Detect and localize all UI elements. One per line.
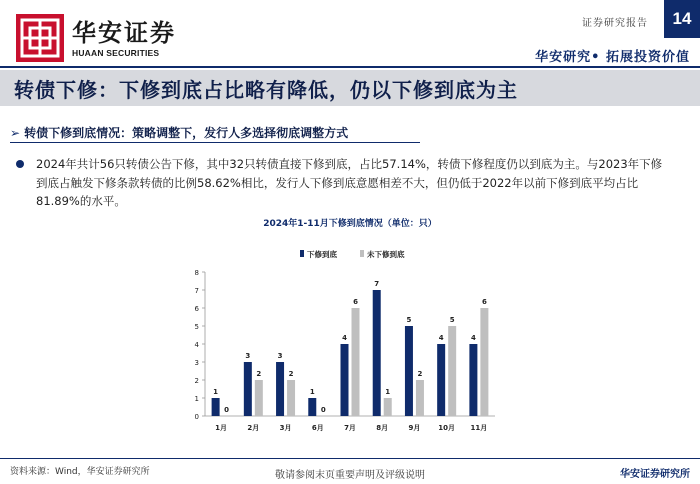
body-paragraph: 2024年共计56只转债公告下修，其中32只转债直接下修到底，占比57.14%，转债下修程度仍以到底为主。与2023年下修到底占触发下修条款转债的比例58.62%相比，发行人下修到底意愿相差不大，但仍低于2022年以前下修到底平均占比81.89%的水平。: [36, 157, 663, 208]
legend-label-2: 未下修到底: [367, 250, 405, 259]
bar-not-down-to-bottom: [384, 398, 392, 416]
bar-down-to-bottom: [308, 398, 316, 416]
y-tick-label: 1: [194, 395, 199, 403]
bar-down-to-bottom: [212, 398, 220, 416]
bar-value-label: 0: [320, 406, 326, 414]
bar-not-down-to-bottom: [480, 308, 488, 416]
subhead-text: 转债下修到底情况：策略调整下，发行人多选择彻底调整方式: [24, 126, 349, 140]
source-note: 资料来源：Wind，华安证券研究所: [10, 467, 150, 477]
report-type-label: 证券研究报告: [582, 18, 648, 29]
bar-value-label: 2: [256, 370, 262, 378]
y-tick-label: 5: [194, 323, 199, 331]
bar-down-to-bottom: [437, 344, 445, 416]
bar-not-down-to-bottom: [287, 380, 295, 416]
y-tick-label: 3: [194, 359, 199, 367]
logo-english-name: HUAAN SECURITIES: [72, 48, 160, 58]
bar-value-label: 6: [481, 298, 487, 306]
bar-value-label: 4: [438, 334, 444, 342]
bar-value-label: 3: [245, 352, 251, 360]
bar-value-label: 4: [342, 334, 347, 342]
header-divider: [0, 66, 700, 68]
bar-value-label: 3: [277, 352, 283, 360]
company-logo: [16, 14, 176, 62]
y-tick-label: 8: [194, 269, 199, 277]
y-tick-label: 4: [194, 341, 199, 349]
x-tick-label: 10月: [438, 424, 456, 432]
y-tick-label: 6: [194, 305, 199, 313]
bar-down-to-bottom: [405, 326, 413, 416]
x-tick-label: 9月: [408, 424, 421, 432]
x-tick-label: 3月: [279, 424, 292, 432]
bar-value-label: 7: [374, 280, 380, 288]
legend-swatch-2: [360, 250, 364, 257]
huaan-logo-icon: [16, 14, 64, 62]
bullet-dot-icon: [16, 160, 24, 168]
page-title: 转债下修：下修到底占比略有降低，仍以下修到底为主: [14, 77, 518, 102]
bar-chart: [150, 236, 550, 458]
bar-not-down-to-bottom: [448, 326, 456, 416]
bar-down-to-bottom: [341, 344, 349, 416]
bar-not-down-to-bottom: [352, 308, 360, 416]
title-bar: [0, 70, 700, 106]
x-tick-label: 11月: [470, 424, 488, 432]
x-tick-label: 1月: [215, 424, 228, 432]
bar-down-to-bottom: [276, 362, 284, 416]
page-number: 14: [664, 0, 700, 38]
bar-down-to-bottom: [244, 362, 252, 416]
bar-not-down-to-bottom: [255, 380, 263, 416]
y-tick-label: 0: [194, 413, 199, 421]
y-tick-label: 7: [194, 287, 199, 295]
bar-down-to-bottom: [469, 344, 477, 416]
arrow-bullet-icon: ➢: [10, 125, 21, 140]
bar-value-label: 5: [449, 316, 455, 324]
bar-value-label: 0: [224, 406, 230, 414]
y-tick-label: 2: [194, 377, 199, 385]
x-tick-label: 6月: [311, 424, 324, 432]
bar-value-label: 6: [353, 298, 358, 306]
chart-title: 2024年1-11月下修到底情况（单位：只）: [263, 219, 437, 229]
disclaimer-text: 敬请参阅末页重要声明及评级说明: [275, 470, 425, 481]
legend-swatch-1: [300, 250, 304, 257]
logo-chinese-name: 华安证券: [72, 18, 176, 47]
x-tick-label: 2月: [247, 424, 260, 432]
bar-value-label: 2: [288, 370, 294, 378]
bar-value-label: 1: [213, 388, 219, 396]
bar-value-label: 1: [309, 388, 315, 396]
bar-chart-svg: [150, 236, 550, 458]
x-tick-label: 8月: [376, 424, 389, 432]
bar-value-label: 2: [417, 370, 423, 378]
x-tick-label: 7月: [344, 424, 356, 432]
footer-divider: [0, 458, 700, 459]
footer-brand: 华安证券研究所: [620, 469, 690, 480]
section-subhead: [10, 124, 348, 141]
header-slogan: 华安研究• 拓展投资价值: [535, 50, 690, 65]
bar-value-label: 5: [406, 316, 412, 324]
legend-label-1: 下修到底: [307, 250, 337, 259]
bar-not-down-to-bottom: [416, 380, 424, 416]
bar-down-to-bottom: [373, 290, 381, 416]
bar-value-label: 1: [385, 388, 391, 396]
subhead-underline: [10, 142, 420, 143]
bar-value-label: 4: [470, 334, 476, 342]
